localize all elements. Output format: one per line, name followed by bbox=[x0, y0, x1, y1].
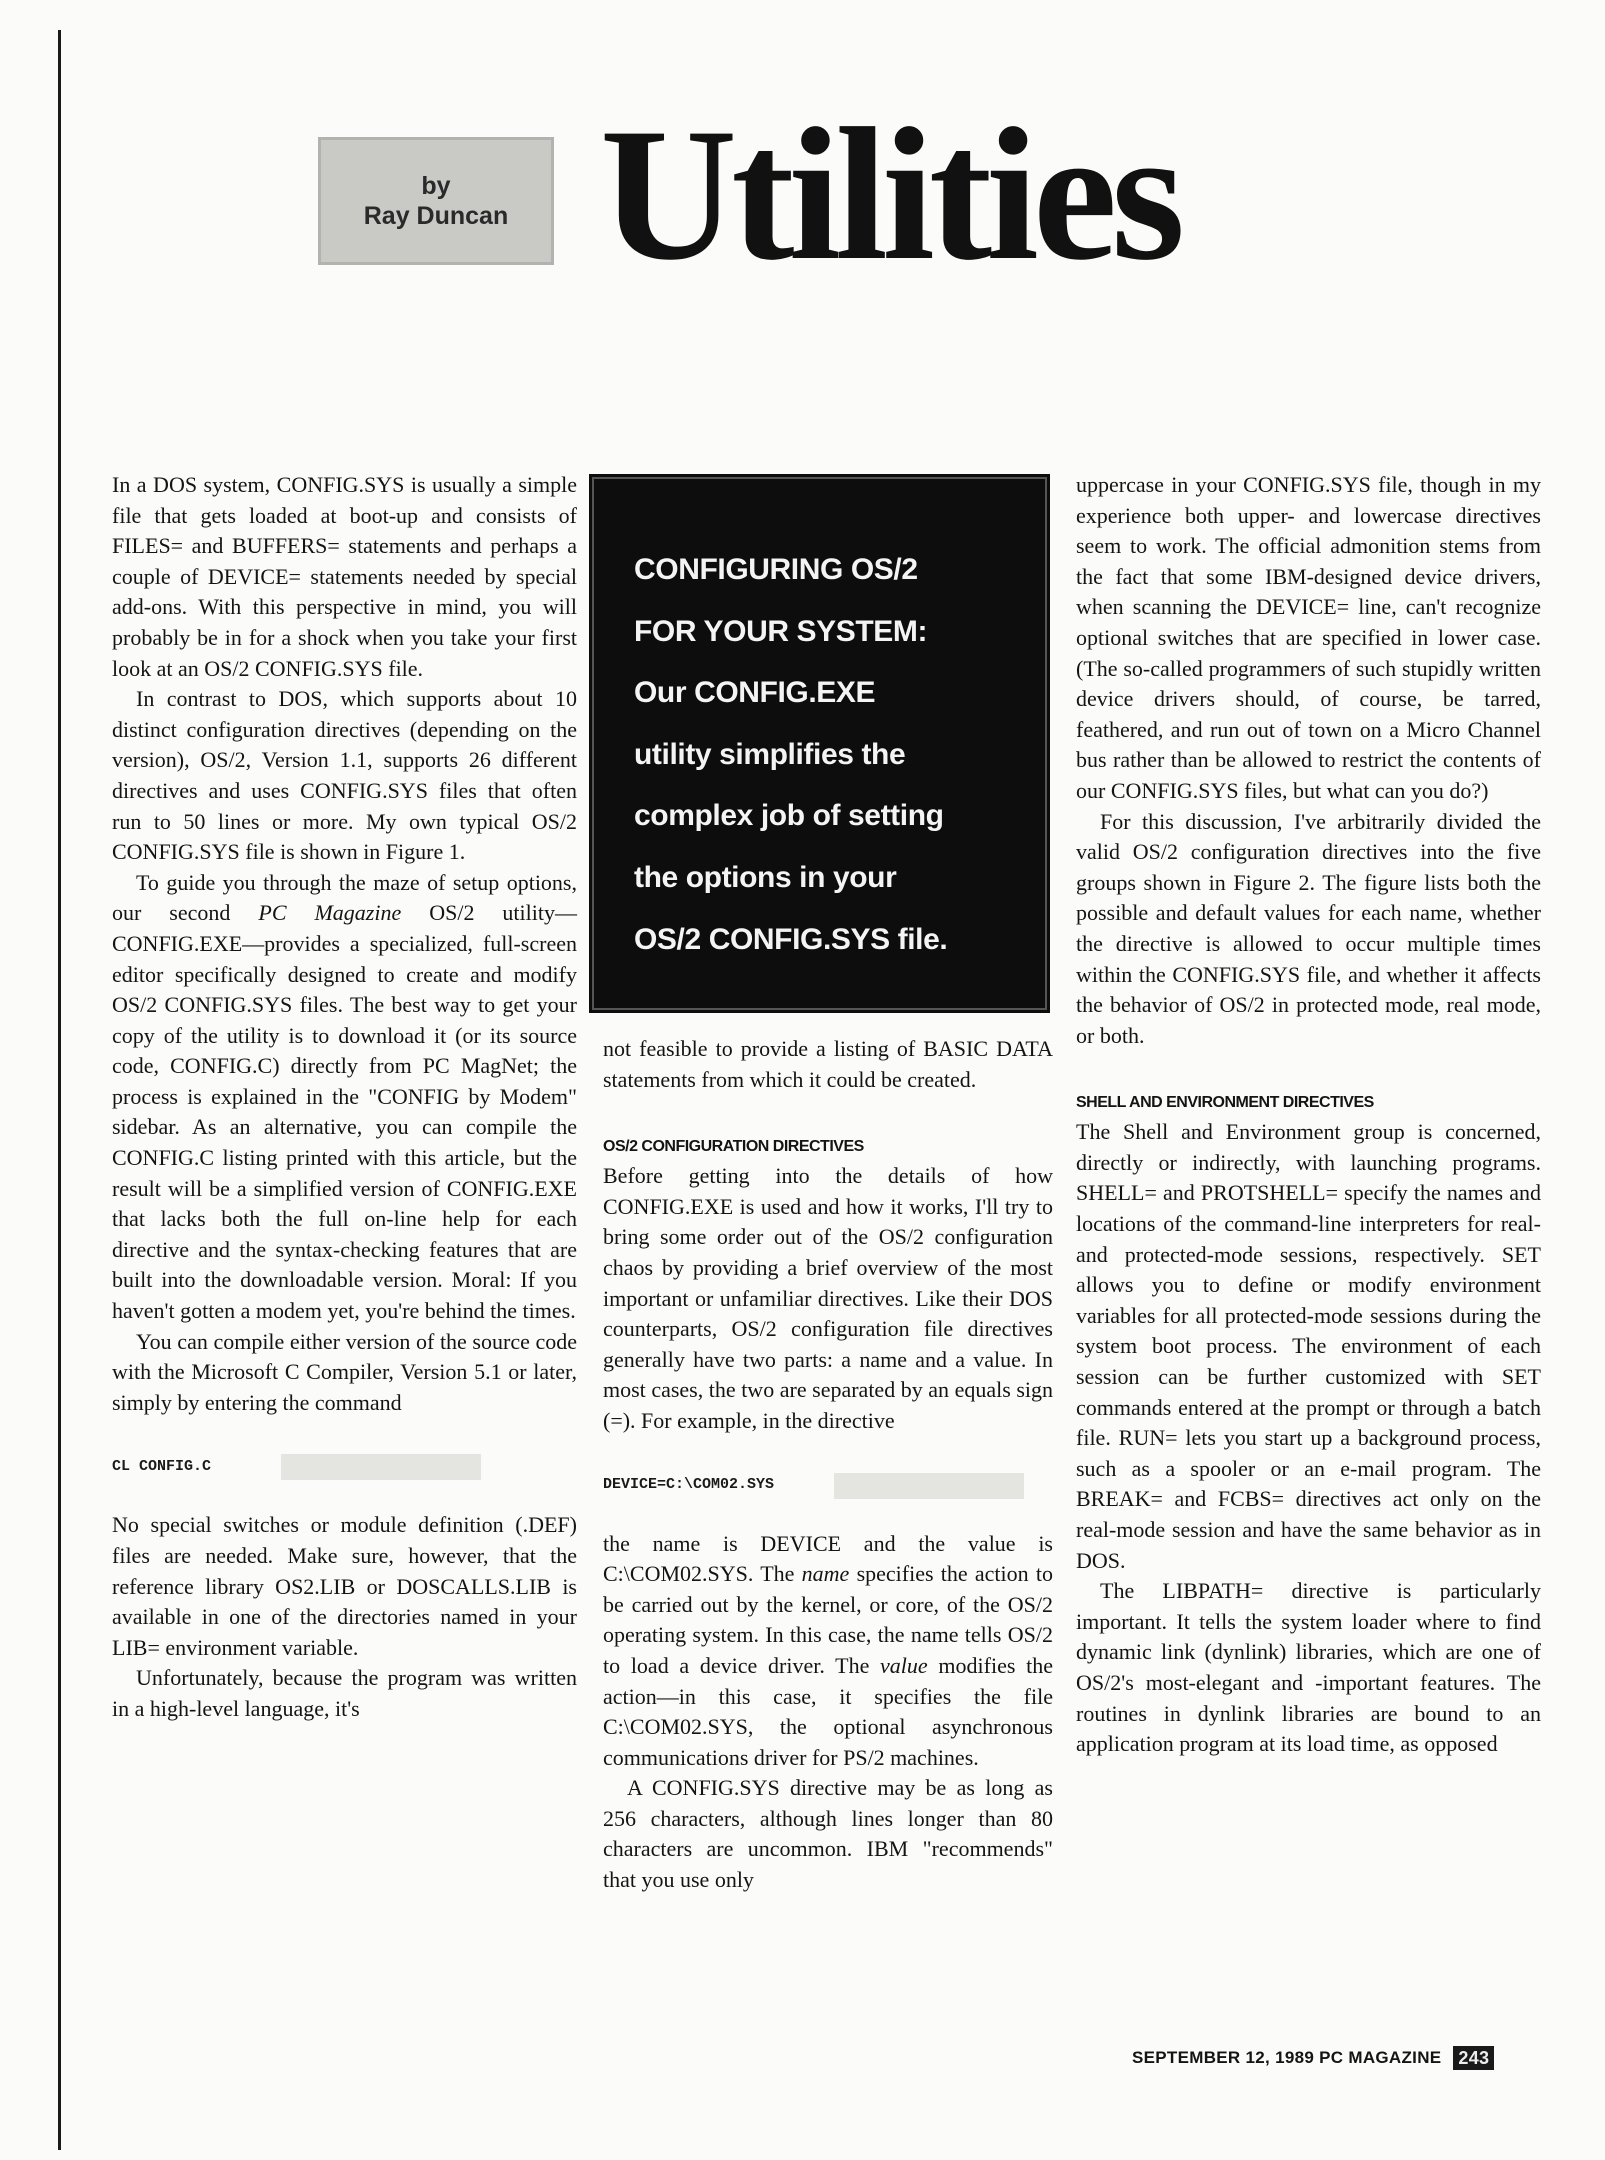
byline-box bbox=[318, 137, 554, 265]
footer-date-magazine: SEPTEMBER 12, 1989 PC MAGAZINE bbox=[1132, 2048, 1442, 2067]
col2-code-line bbox=[603, 1471, 1053, 1501]
callout-line-5: complex job of setting bbox=[634, 799, 944, 833]
col2-p3-term-name: name bbox=[801, 1561, 850, 1587]
page-title: Utilities bbox=[600, 90, 1180, 300]
col2-p3-term-value: value bbox=[880, 1652, 928, 1678]
device-directive-example: DEVICE=C:\COM02.SYS bbox=[603, 1476, 775, 1494]
callout-box bbox=[592, 477, 1047, 1010]
print-smudge bbox=[834, 1473, 1024, 1499]
col1-paragraph-6: Unfortunately, because the program was written in a high-level language, it's bbox=[112, 1665, 577, 1721]
col1-paragraph-4: You can compile either version of the source code with the Microsoft C Compiler, Version 5.1 or later, simply by entering the command bbox=[112, 1328, 577, 1415]
col1-paragraph-3 bbox=[112, 868, 577, 1327]
callout-line-3: Our CONFIG.EXE bbox=[634, 676, 876, 710]
col2-paragraph-2: Before getting into the details of how CONFIG.EXE is used and how it works, I'll try to bring some order out of the OS/2 configuration chaos by providing a brief overview of the most important or unfamiliar directives. Like their DOS counterparts, OS/2 configuration file directives generally have two parts: a name and a value. In most cases, the two are separated by an equals sign (=). For example, in the directive bbox=[603, 1163, 1053, 1433]
byline-by: by bbox=[421, 172, 451, 200]
compile-command: CL CONFIG.C bbox=[112, 1458, 212, 1476]
col2-p3-text-a: the name is DEVICE and the value is C:\COM02.SYS. The bbox=[603, 1530, 1053, 1587]
callout-line-2: FOR YOUR SYSTEM: bbox=[634, 614, 928, 648]
col2-paragraph-3 bbox=[603, 1529, 1053, 1774]
column-1 bbox=[112, 470, 577, 1725]
section-heading-shell-environment: SHELL AND ENVIRONMENT DIRECTIVES bbox=[1076, 1094, 1374, 1112]
left-margin-rule bbox=[58, 30, 61, 2150]
col2-p3-text-b: specifies the action to be carried out by the kernel, or core, of the OS/2 operating system. In this case, the name tells OS/2 to load a device driver. The bbox=[603, 1561, 1053, 1678]
col3-paragraph-2: For this discussion, I've arbitrarily divided the valid OS/2 configuration directives into the five groups shown in Figure 2. The figure lists both the possible and default values for each name, whether the directive is allowed to occur multiple times within the CONFIG.SYS file, and whether it affects the behavior of OS/2 in protected mode, real mode, or both. bbox=[1076, 808, 1541, 1048]
col1-p3-magazine-name: PC Magazine bbox=[258, 900, 402, 926]
section-heading-configuration-directives: OS/2 CONFIGURATION DIRECTIVES bbox=[603, 1138, 864, 1156]
col3-paragraph-4: The LIBPATH= directive is particularly important. It tells the system loader where to find dynamic link (dynlink) libraries, which are one of OS/2's most-elegant and -important features. The routines in dynlink libraries are bound to an application program at its load time, as opposed bbox=[1076, 1578, 1541, 1757]
col2-paragraph-4: A CONFIG.SYS directive may be as long as 256 characters, although lines longer than 80 characters are uncommon. IBM "recommends" that you use only bbox=[603, 1775, 1053, 1893]
callout-line-1: CONFIGURING OS/2 bbox=[634, 553, 918, 586]
callout-line-4: utility simplifies the bbox=[634, 737, 906, 771]
col1-code-line bbox=[112, 1452, 577, 1482]
col2-p3-text-c: modifies the action—in this case, it specifies the file C:\COM02.SYS, the optional asynchronous communications driver for PS/2 machines. bbox=[603, 1652, 1053, 1770]
col1-paragraph-2: In contrast to DOS, which supports about 10 distinct configuration directives (depending on the version), OS/2, Version 1.1, supports 26 different directives and uses CONFIG.SYS files that often run to 50 lines or more. My own typical OS/2 CONFIG.SYS file is shown in Figure 1. bbox=[112, 686, 577, 865]
callout-line-7: OS/2 CONFIG.SYS file. bbox=[634, 922, 948, 956]
col1-paragraph-1: In a DOS system, CONFIG.SYS is usually a simple file that gets loaded at boot-up and consists of FILES= and BUFFERS= statements and perhaps a couple of DEVICE= statements needed by special add-ons. With this perspective in mind, you will probably be in for a shock when you take your first look at an OS/2 CONFIG.SYS file. bbox=[112, 472, 577, 681]
callout-line-6: the options in your bbox=[634, 860, 897, 894]
col3-paragraph-1: uppercase in your CONFIG.SYS file, though in my experience both upper- and lowercase directives seem to work. The official admonition stems from the fact that some IBM-designed device drivers, when scanning the DEVICE= line, can't recognize optional switches that are specified in lower case. (The so-called programmers of such stupidly written device drivers should, of course, be tarred, feathered, and run out of town on a Micro Channel bus rather than be allowed to restrict the contents of our CONFIG.SYS files, but what can you do?) bbox=[1076, 472, 1541, 803]
col1-paragraph-5: No special switches or module definition (.DEF) files are needed. Make sure, however, that the reference library OS2.LIB or DOSCALLS.LIB is available in one of the directories named in your LIB= environment variable. bbox=[112, 1512, 577, 1660]
print-smudge bbox=[281, 1454, 481, 1480]
col3-paragraph-3: The Shell and Environment group is concerned, directly or indirectly, with launching programs. SHELL= and PROTSHELL= specify the names and locations of the command-line interpreters for real- and protected-mode sessions, respectively. SET allows you to define or modify environment variables for all protected-mode sessions during the system boot process. The environment of each session can be further customized with SET commands entered at the prompt or through a batch file. RUN= lets you start up a background process, such as a spooler or an e-mail program. The BREAK= and FCBS= directives act only on the real-mode session and have the same behavior as in DOS. bbox=[1076, 1119, 1541, 1573]
page-footer bbox=[1132, 2046, 1494, 2070]
column-2 bbox=[603, 1034, 1053, 1896]
col1-p3-text-b: OS/2 utility—CONFIG.EXE—provides a specialized, full-screen editor specifically designed to create and modify OS/2 CONFIG.SYS files. The best way to get your copy of the utility is to download it (or its source code, CONFIG.C) directly from PC MagNet; the process is explained in the "CONFIG by Modem" sidebar. As an alternative, you can compile the CONFIG.C listing printed with this article, but the result will be a simplified version of CONFIG.EXE that lacks both the full on-line help for each directive and the syntax-checking features that are built into the downloadable version. Moral: If you haven't gotten a modem yet, you're behind the times. bbox=[112, 900, 577, 1324]
page-number: 243 bbox=[1453, 2046, 1494, 2070]
col1-p3-text-a: To guide you through the maze of setup options, our second bbox=[112, 869, 577, 926]
column-3 bbox=[1076, 470, 1541, 1760]
byline-author: Ray Duncan bbox=[363, 202, 509, 230]
col2-paragraph-1: not feasible to provide a listing of BASIC DATA statements from which it could be created. bbox=[603, 1036, 1053, 1092]
